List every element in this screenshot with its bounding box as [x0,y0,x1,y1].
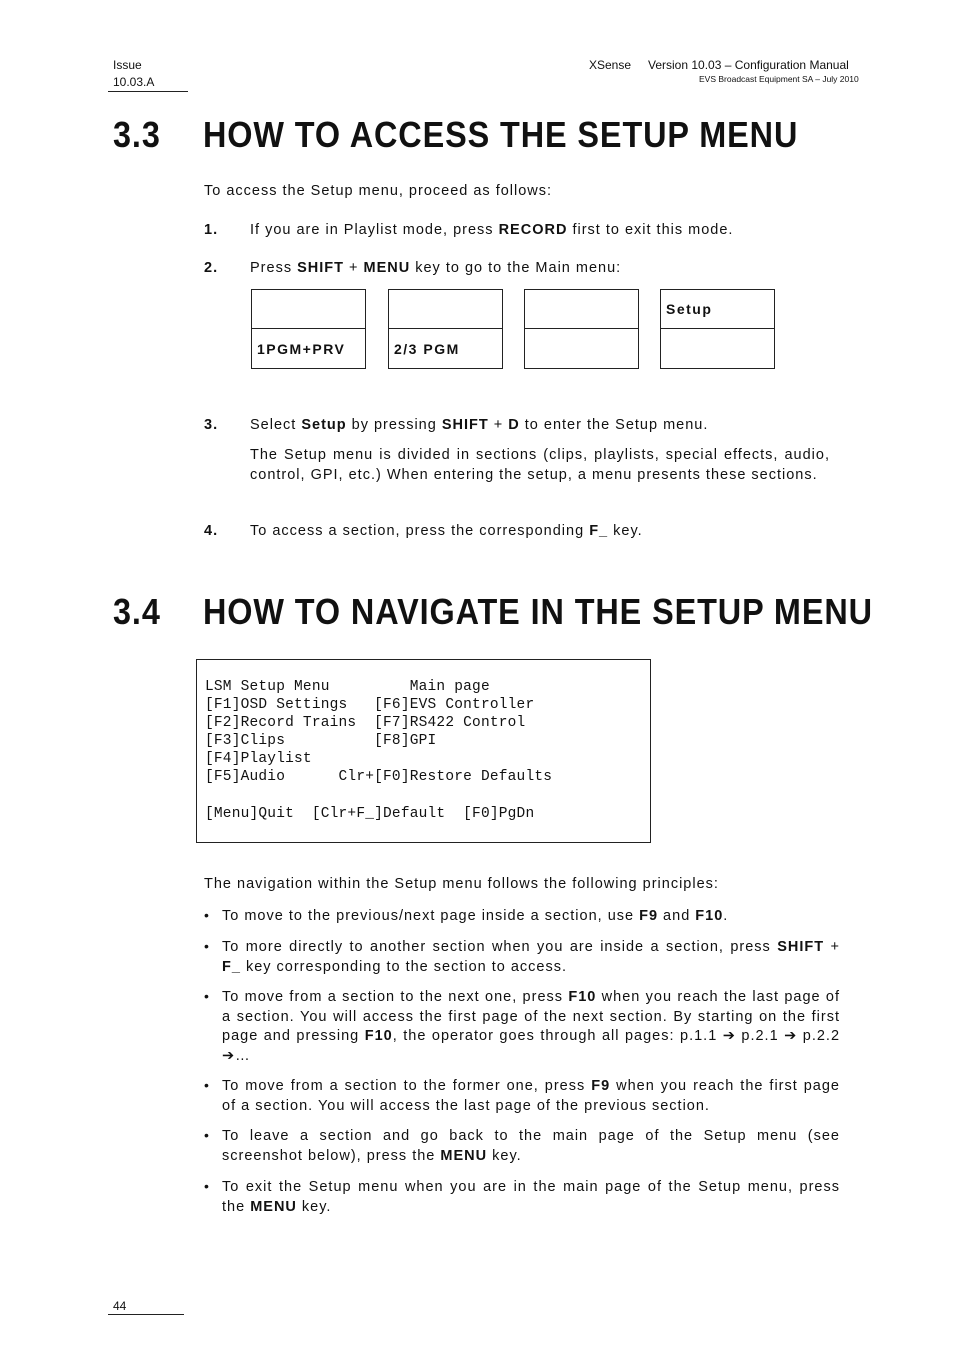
section-title: HOW TO ACCESS THE SETUP MENU [203,114,799,155]
screen-line: [F4]Playlist [205,751,312,767]
section-heading-3-4 [113,591,873,633]
section-number: 3.3 [113,114,161,155]
step-number: 3. [204,417,219,433]
issue-number: 10.03.A [113,75,155,89]
page-number: 44 [113,1299,127,1313]
section-title: HOW TO NAVIGATE IN THE SETUP MENU [203,591,873,632]
navigation-intro: The navigation within the Setup menu follows the following principles: [204,876,719,892]
step-text: If you are in Playlist mode, press RECORD first to exit this mode. [250,222,734,238]
screen-line: LSM Setup Menu Main page [205,679,490,695]
step-number: 1. [204,222,219,238]
issue-label: Issue [113,58,142,72]
setup-menu-screen [196,659,651,843]
step-text: Press SHIFT + MENU key to go to the Main menu: [250,260,622,276]
footer-rule [108,1314,184,1315]
step-text: Select Setup by pressing SHIFT + D to enter the Setup menu. [250,417,709,433]
function-key [388,289,503,369]
product-name: XSense [589,58,632,72]
screen-line: [F3]Clips [F8]GPI [205,733,437,749]
header-rule [108,91,188,92]
step-number: 4. [204,523,219,539]
company-date: EVS Broadcast Equipment SA – July 2010 [699,74,859,84]
function-key [524,289,639,369]
key-label-bottom: 1PGM+PRV [257,341,346,357]
step-number: 2. [204,260,219,276]
function-key [251,289,366,369]
key-label-top: Setup [666,301,713,317]
function-key [660,289,775,369]
step-text: To access a section, press the corresponding F_ key. [250,523,643,539]
key-label-bottom: 2/3 PGM [394,341,460,357]
screen-line: [Menu]Quit [Clr+F_]Default [F0]PgDn [205,806,535,822]
step-detail: The Setup menu is divided in sections (clips, playlists, special effects, audio, control, GPI, etc.) When entering the setup, a menu presents these sections. [250,447,830,483]
section-number: 3.4 [113,591,161,632]
intro-text: To access the Setup menu, proceed as follows: [204,183,553,199]
manual-title: Version 10.03 – Configuration Manual [648,58,849,72]
screen-line: [F2]Record Trains [F7]RS422 Control [205,715,526,731]
section-heading-3-3 [113,114,798,156]
screen-line: [F5]Audio Clr+[F0]Restore Defaults [205,769,553,785]
screen-line: [F1]OSD Settings [F6]EVS Controller [205,697,535,713]
